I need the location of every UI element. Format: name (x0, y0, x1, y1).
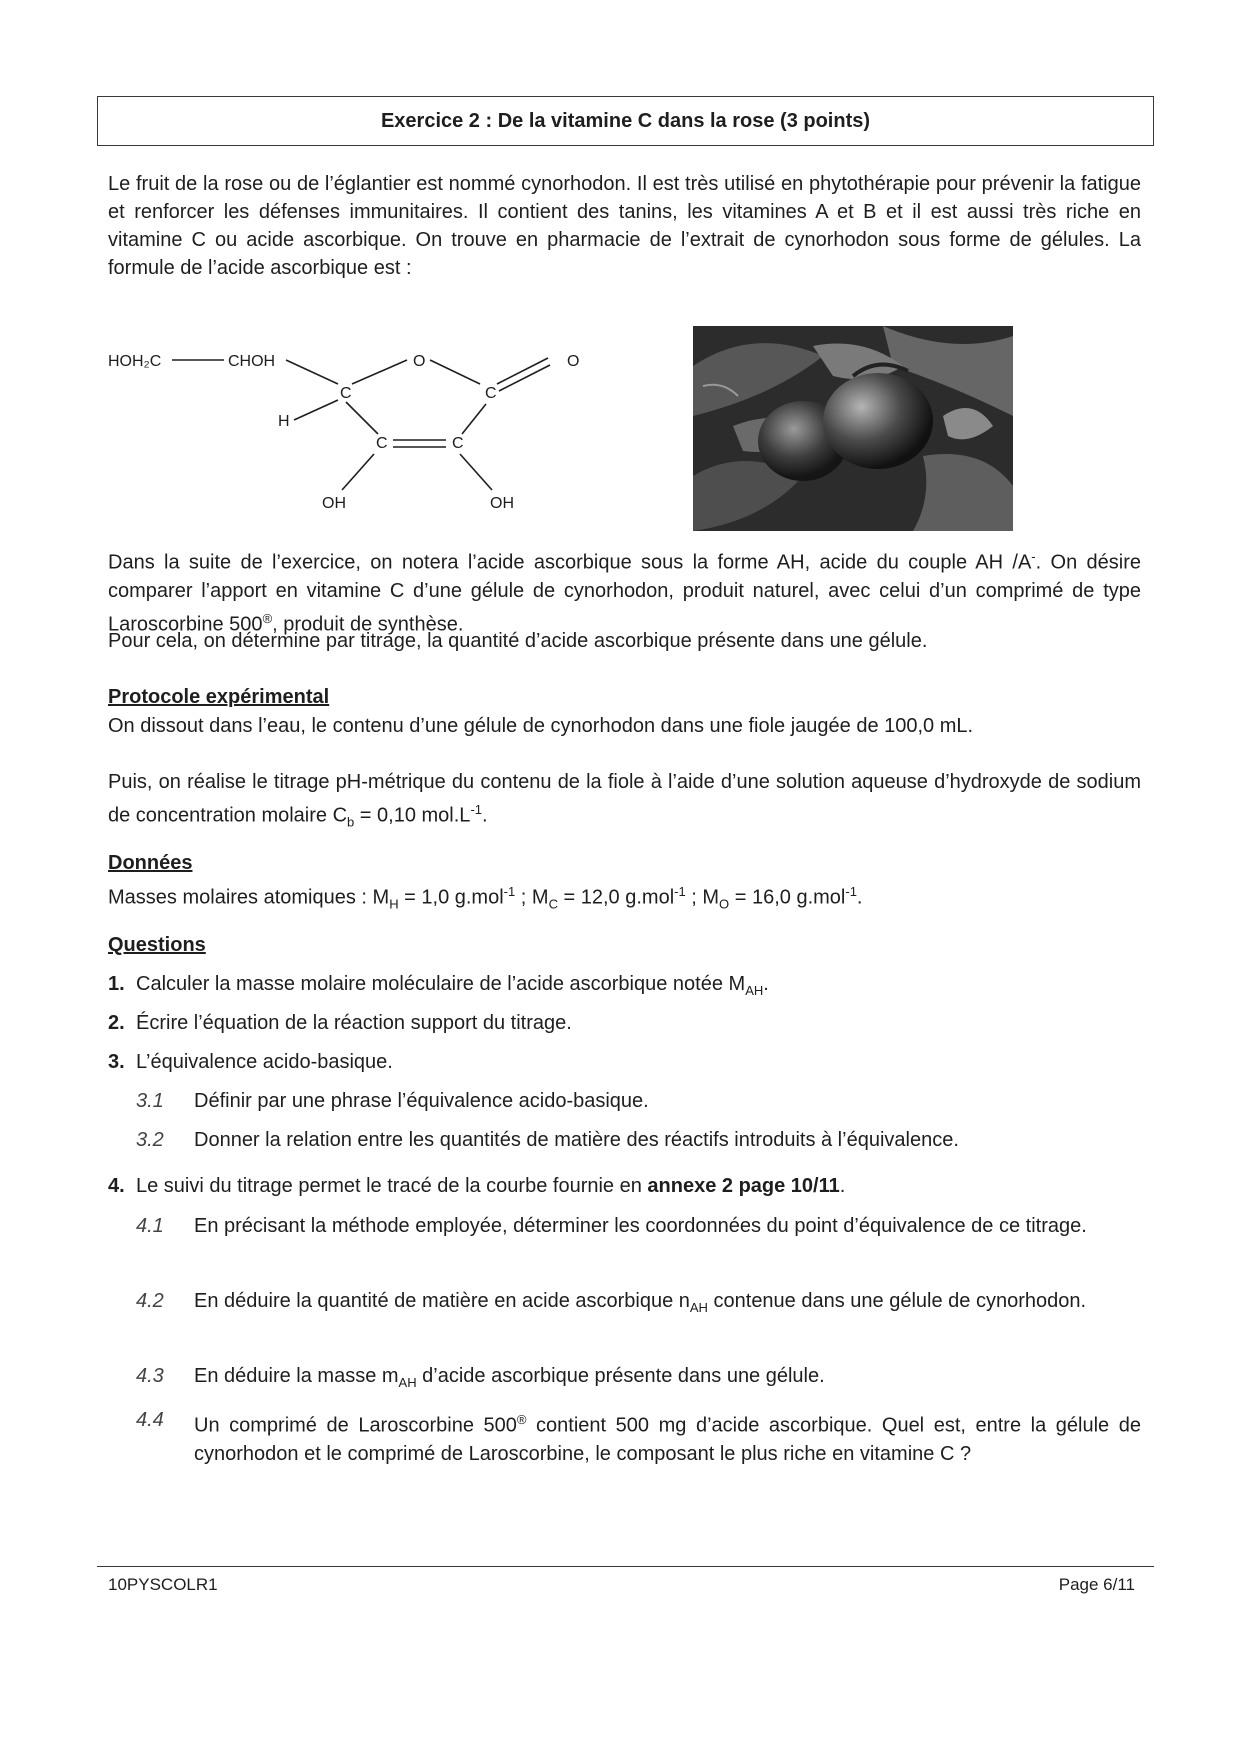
formula-choh: CHOH (228, 353, 276, 370)
question-3-number: 3. (108, 1051, 125, 1073)
q43-text-a: En déduire la masse m (194, 1365, 399, 1387)
para2-sup: - (1031, 549, 1036, 564)
q44-registered-mark: ® (516, 1412, 527, 1427)
questions-heading: Questions (108, 934, 206, 956)
question-4-2-text (194, 1287, 1141, 1322)
molar-masses-line (108, 878, 1141, 919)
formula-oh1: OH (322, 495, 346, 512)
question-3 (108, 1048, 1141, 1076)
question-2 (108, 1009, 1141, 1037)
question-3-1-number: 3.1 (136, 1090, 164, 1112)
mh-unit-sup: -1 (503, 884, 516, 899)
question-4-number: 4. (108, 1175, 125, 1197)
mc-value: = 12,0 g.mol (557, 886, 675, 909)
intro-paragraph: Le fruit de la rose ou de l’églantier est nommé cynorhodon. Il est très utilisé en phytothérapie pour prévenir la fatigue et renforcer les défenses immunitaires. Il contient des tanins, les vitamines A et B et il est aussi très riche en vitamine C ou acide ascorbique. On trouve en pharmacie de l’extrait de cynorhodon sous forme de gélules. La formule de l’acide ascorbique est : (108, 173, 1141, 279)
question-4-2 (136, 1287, 1141, 1322)
paragraph-notation (108, 543, 1141, 638)
mh-sub: H (389, 896, 399, 912)
question-3-1-text: Définir par une phrase l’équivalence acido-basique. (194, 1090, 649, 1112)
formula-c2: C (485, 385, 497, 402)
formula-c4: C (452, 435, 464, 452)
data-heading: Données (108, 852, 193, 874)
question-4-1 (136, 1212, 1141, 1240)
mo-sub: O (719, 896, 730, 912)
question-1-number: 1. (108, 973, 125, 995)
question-3-2 (136, 1126, 1141, 1154)
q4-text-b: . (839, 1175, 846, 1197)
question-4-4 (136, 1406, 1141, 1468)
protocol-p2-sup: -1 (470, 802, 482, 817)
para2-text-c: , produit de synthèse. (272, 613, 464, 636)
protocol-heading: Protocole expérimental (108, 686, 330, 708)
registered-mark: ® (262, 610, 273, 626)
question-4-3 (136, 1362, 1141, 1397)
para2-text-b: . On désire comparer l’apport en vitamine C d’une gélule de cynorhodon, produit naturel, avec celui d’un comprimé de type Laroscorbine 500 (108, 551, 1141, 636)
formula-h: H (278, 413, 290, 430)
mo-unit-sup: -1 (845, 884, 857, 899)
mh-value: = 1,0 g.mol (398, 886, 504, 909)
molar-masses-end: . (856, 886, 863, 909)
q44-text-b: contient 500 mg d’acide ascorbique. Quel est, entre la gélule de cynorhodon et le comprimé de Laroscorbine, le composant le plus riche en vitamine C ? (194, 1414, 1141, 1465)
mo-label: ; M (685, 886, 720, 909)
protocol-paragraph-1: On dissout dans l’eau, le contenu d’une gélule de cynorhodon dans une fiole jaugée de 100,0 mL. (108, 715, 974, 737)
question-3-text: L’équivalence acido-basique. (136, 1051, 393, 1073)
para2-text-a: Dans la suite de l’exercice, on notera l’acide ascorbique sous la forme AH, acide du couple AH /A (108, 551, 1032, 574)
q42-text-b: contenue dans une gélule de cynorhodon. (707, 1290, 1087, 1312)
protocol-p2-text-b: = 0,10 mol.L (354, 804, 471, 827)
q43-text-b: d’acide ascorbique présente dans une gélule. (416, 1365, 825, 1387)
question-4-text (136, 1172, 845, 1200)
question-3-2-text: Donner la relation entre les quantités de matière des réactifs introduits à l’équivalence. (194, 1129, 959, 1151)
protocol-paragraph-2 (108, 768, 1141, 837)
rose-hip-photo (693, 326, 1013, 531)
formula-c1: C (340, 385, 352, 402)
paragraph-titration-goal: Pour cela, on détermine par titrage, la quantité d’acide ascorbique présente dans une gélule. (108, 630, 928, 652)
document-code: 10PYSCOLR1 (108, 1575, 218, 1594)
question-4-4-text (194, 1406, 1141, 1468)
question-3-2-number: 3.2 (136, 1129, 164, 1151)
question-2-number: 2. (108, 1012, 125, 1034)
exercise-title-box (97, 96, 1154, 146)
q1-text-a: Calculer la masse molaire moléculaire de l’acide ascorbique notée M (136, 973, 746, 995)
mc-unit-sup: -1 (674, 884, 686, 899)
q42-text-a: En déduire la quantité de matière en acide ascorbique n (194, 1290, 690, 1312)
page-number: Page 6/11 (1058, 1575, 1135, 1594)
question-1 (108, 970, 1141, 1005)
q44-text-a: Un comprimé de Laroscorbine 500 (194, 1414, 517, 1437)
q1-sub: AH (745, 983, 764, 998)
formula-bonds (172, 358, 550, 490)
formula-o-double: O (567, 353, 580, 370)
mc-sub: C (548, 896, 558, 912)
protocol-p2-sub: b (347, 814, 355, 830)
mc-label: ; M (515, 886, 549, 909)
mo-value: = 16,0 g.mol (729, 886, 846, 909)
q1-text-b: . (763, 973, 769, 995)
q42-sub: AH (689, 1300, 708, 1315)
question-4-1-number: 4.1 (136, 1215, 164, 1237)
question-3-1 (136, 1087, 1141, 1115)
q4-text-a: Le suivi du titrage permet le tracé de la courbe fournie en (136, 1175, 648, 1197)
formula-oh2: OH (490, 495, 514, 512)
exercise-title: Exercice 2 : De la vitamine C dans la rose (3 points) (380, 109, 871, 132)
ascorbic-acid-formula (100, 340, 600, 520)
formula-c3: C (376, 435, 388, 452)
question-4 (108, 1172, 1141, 1200)
question-4-2-number: 4.2 (136, 1290, 164, 1312)
q43-sub: AH (398, 1375, 417, 1390)
question-4-1-text: En précisant la méthode employée, déterminer les coordonnées du point d’équivalence de ce titrage. (194, 1215, 1087, 1237)
protocol-p2-text-c: . (482, 804, 488, 827)
annex-reference: annexe 2 page 10/11 (647, 1175, 840, 1197)
formula-hoh2c: HOH₂C (108, 353, 162, 370)
question-2-text: Écrire l’équation de la réaction support du titrage. (136, 1012, 572, 1034)
mh-label: Masses molaires atomiques : M (108, 886, 390, 909)
protocol-p2-text-a: Puis, on réalise le titrage pH-métrique du contenu de la fiole à l’aide d’une solution aqueuse d’hydroxyde de sodium de concentration molaire C (108, 771, 1141, 827)
question-4-3-text (194, 1362, 1141, 1397)
footer-divider (97, 1566, 1154, 1567)
question-4-3-number: 4.3 (136, 1365, 164, 1387)
question-1-text (136, 970, 769, 1005)
formula-o-ring: O (413, 353, 426, 370)
question-4-4-number: 4.4 (136, 1409, 164, 1431)
